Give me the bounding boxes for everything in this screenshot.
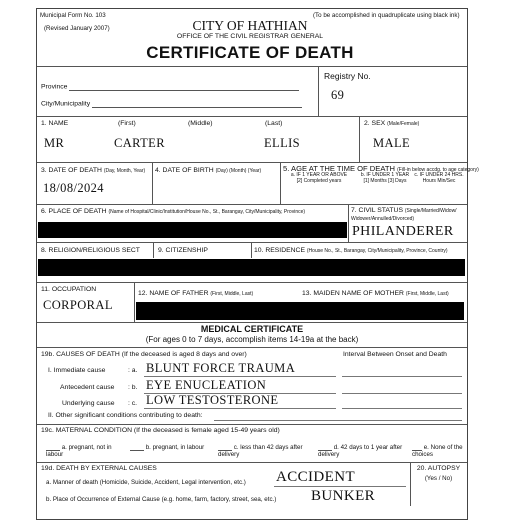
occupation-value[interactable]: CORPORAL	[43, 298, 113, 312]
maternal-option-e-label: e. None of the choices	[412, 444, 463, 459]
age-hint: (Fill-in below accdg. to age category)	[397, 167, 479, 173]
divider	[37, 242, 467, 243]
first-name-value[interactable]: MR	[44, 136, 65, 150]
underlying-cause-label: Underlying cause	[62, 400, 115, 407]
underlying-interval-line	[342, 408, 462, 409]
residence-hint: (House No., St., Barangay, City/Municipality, Province, Country)	[306, 248, 448, 254]
province-field[interactable]	[69, 83, 299, 91]
causes-of-death-hint: (If the deceased is aged 8 days and over)	[121, 351, 247, 358]
antecedent-cause-label: Antecedent cause	[60, 384, 115, 391]
mother-name-hint: (First, Middle, Last)	[405, 291, 449, 297]
province-label-text: Province	[41, 83, 68, 91]
form-number: Municipal Form No. 103	[40, 12, 106, 19]
divider	[37, 462, 467, 463]
divider	[37, 282, 467, 283]
divider	[37, 322, 467, 323]
age-under-24-hours	[413, 173, 465, 184]
registry-no-label: Registry No.	[324, 71, 371, 81]
maternal-option-a-checkbox[interactable]	[46, 444, 60, 451]
civil-status-value[interactable]: PHILANDERER	[352, 224, 454, 239]
maternal-option-d-checkbox[interactable]	[318, 444, 332, 451]
maternal-option-b-checkbox[interactable]	[130, 444, 144, 451]
date-of-death-label-text: 3. DATE OF DEATH	[41, 167, 102, 174]
mother-name-label	[302, 290, 449, 298]
date-of-death-value[interactable]: 18/08/2024	[43, 181, 104, 195]
revision-date: (Revised January 2007)	[44, 25, 110, 32]
manner-of-death-label	[46, 479, 246, 486]
maternal-option-e-checkbox[interactable]	[412, 444, 422, 451]
causes-of-death-label	[41, 351, 247, 358]
divider	[359, 116, 360, 162]
last-name-value[interactable]: ELLIS	[264, 136, 301, 150]
divider	[152, 162, 153, 204]
age-over-one-year-label: a. IF 1 YEAR OR ABOVE	[290, 172, 348, 178]
manner-of-death-label-text: a. Manner of death	[46, 479, 98, 486]
registry-no-value[interactable]: 69	[331, 88, 345, 102]
age-label-text: 5. AGE AT THE TIME OF DEATH	[283, 164, 395, 173]
immediate-interval-line	[342, 376, 462, 377]
father-name-label	[138, 290, 253, 298]
redacted-place-of-death	[38, 222, 347, 238]
other-conditions-line	[214, 420, 462, 421]
sex-hint: (Male/Female)	[387, 121, 420, 127]
province-label	[41, 83, 299, 91]
immediate-cause-line	[144, 376, 336, 377]
age-completed-years: [2] Completed years	[296, 177, 342, 184]
divider	[318, 66, 319, 116]
residence-label-text: 10. RESIDENCE	[254, 247, 305, 254]
office-title: OFFICE OF THE CIVIL REGISTRAR GENERAL	[176, 33, 324, 40]
date-of-death-label	[41, 167, 145, 175]
causes-of-death-label-text: 19b. CAUSES OF DEATH	[41, 351, 120, 358]
place-of-occurrence-label	[46, 496, 276, 503]
immediate-cause-prefix: : a.	[128, 367, 138, 374]
middle-name-value[interactable]: CARTER	[114, 136, 165, 150]
underlying-cause-line	[144, 408, 336, 409]
immediate-cause-value[interactable]: BLUNT FORCE TRAUMA	[146, 361, 296, 375]
manner-of-death-value[interactable]: ACCIDENT	[276, 469, 356, 485]
underlying-cause-prefix: : c.	[128, 400, 138, 407]
divider	[348, 204, 349, 242]
maternal-option-e	[412, 444, 466, 458]
medical-certificate-title: MEDICAL CERTIFICATE	[200, 324, 304, 334]
age-months-days: [1] Months [3] Days	[363, 177, 407, 184]
maternal-option-c-label: c. less than 42 days after delivery	[218, 444, 303, 459]
date-of-death-hint: (Day, Month, Year)	[103, 168, 146, 174]
manner-of-death-hint: (Homicide, Suicide, Accident, Legal intervention, etc.)	[99, 479, 246, 486]
father-name-label-text: 12. NAME OF FATHER	[138, 290, 209, 297]
occupation-label: 11. OCCUPATION	[41, 286, 97, 293]
divider	[37, 162, 467, 163]
medical-certificate-subtitle: (For ages 0 to 7 days, accomplish items 14-19a at the back)	[145, 335, 359, 344]
interval-label: Interval Between Onset and Death	[343, 351, 447, 358]
mother-name-label-text: 13. MAIDEN NAME OF MOTHER	[302, 290, 404, 297]
civil-status-hint: (Single/Married/Widow/ Widower/Annulled/Divorced)	[351, 208, 457, 222]
date-of-birth-label	[155, 167, 261, 175]
divider	[37, 66, 467, 67]
age-under-one-year	[357, 173, 413, 184]
place-of-occurrence-hint: (e.g. home, farm, factory, street, sea, etc.)	[161, 496, 277, 503]
place-of-occurrence-value[interactable]: BUNKER	[311, 488, 376, 504]
divider	[37, 347, 467, 348]
other-conditions-label: II. Other significant conditions contributing to death:	[48, 412, 203, 419]
city-municipality-field[interactable]	[92, 100, 302, 108]
age-under-one-year-label: b. IF UNDER 1 YEAR	[360, 172, 410, 178]
place-of-death-label-text: 6. PLACE OF DEATH	[41, 208, 107, 215]
redacted-parent-names	[136, 302, 464, 320]
maternal-condition-label	[41, 427, 280, 434]
place-of-occurrence-label-text: b. Place of Occurrence of External Cause	[46, 496, 160, 503]
certificate-title: CERTIFICATE OF DEATH	[146, 43, 354, 62]
civil-status-label	[351, 207, 465, 222]
divider	[153, 242, 154, 258]
sex-value[interactable]: MALE	[373, 136, 411, 150]
date-of-birth-hint: (Day) (Month) (Year)	[215, 168, 262, 174]
citizenship-label: 9. CITIZENSHIP	[158, 247, 208, 254]
antecedent-interval-line	[342, 393, 462, 394]
age-hours-minutes: Hours Min/Sec	[422, 177, 456, 184]
sex-label-text: 2. SEX	[364, 120, 386, 127]
city-municipality-label-text: City/Municipality	[41, 100, 91, 108]
divider	[37, 204, 467, 205]
father-name-hint: (First, Middle, Last)	[210, 291, 254, 297]
civil-status-label-text: 7. CIVIL STATUS	[351, 207, 403, 214]
name-label: 1. NAME	[41, 120, 69, 127]
antecedent-cause-value[interactable]: EYE ENUCLEATION	[146, 378, 267, 392]
divider	[37, 424, 467, 425]
external-causes-label: 19d. DEATH BY EXTERNAL CAUSES	[41, 465, 157, 472]
maternal-option-b	[130, 444, 210, 451]
last-name-hint: (Last)	[265, 120, 283, 127]
age-under-24-hours-label: c. IF UNDER 24 HRS.	[414, 172, 464, 178]
autopsy-hint: (Yes / No)	[424, 475, 453, 482]
date-of-birth-label-text: 4. DATE OF BIRTH	[155, 167, 214, 174]
sex-label	[364, 120, 419, 128]
religion-label: 8. RELIGION/RELIGIOUS SECT	[41, 247, 140, 254]
underlying-cause-value[interactable]: LOW TESTOSTERONE	[146, 393, 279, 407]
immediate-cause-label: I. Immediate cause	[48, 367, 106, 374]
maternal-option-a-label: a. pregnant, not in labour	[46, 444, 112, 459]
antecedent-cause-prefix: : b.	[128, 384, 138, 391]
place-of-death-label	[41, 208, 305, 216]
city-title: CITY OF HATHIAN	[192, 18, 308, 33]
maternal-option-b-label: b. pregnant, in labour	[145, 444, 205, 451]
maternal-option-c	[218, 444, 314, 458]
autopsy-label: 20. AUTOPSY	[416, 465, 461, 472]
maternal-option-d	[318, 444, 410, 458]
age-over-one-year	[281, 173, 357, 184]
divider	[251, 242, 252, 258]
divider	[134, 282, 135, 322]
maternal-condition-label-text: 19c. MATERNAL CONDITION	[41, 427, 133, 434]
divider	[37, 116, 467, 117]
maternal-option-a	[46, 444, 122, 458]
ink-instruction: (To be accomplished in quadruplicate using black ink)	[313, 12, 460, 19]
city-municipality-label	[41, 100, 302, 108]
redacted-religion-citizenship-residence	[38, 259, 465, 276]
place-of-death-hint: (Name of Hospital/Clinic/Institution/House No., St., Barangay, City/Municipality, Province)	[108, 209, 306, 215]
maternal-option-c-checkbox[interactable]	[218, 444, 232, 451]
maternal-condition-hint: (If the deceased is female aged 15-49 years old)	[133, 427, 280, 434]
maternal-option-d-label: d. 42 days to 1 year after delivery	[318, 444, 403, 459]
first-name-hint: (First)	[118, 120, 136, 127]
residence-label	[254, 247, 448, 255]
middle-name-hint: (Middle)	[188, 120, 213, 127]
manner-of-death-line	[274, 486, 406, 487]
